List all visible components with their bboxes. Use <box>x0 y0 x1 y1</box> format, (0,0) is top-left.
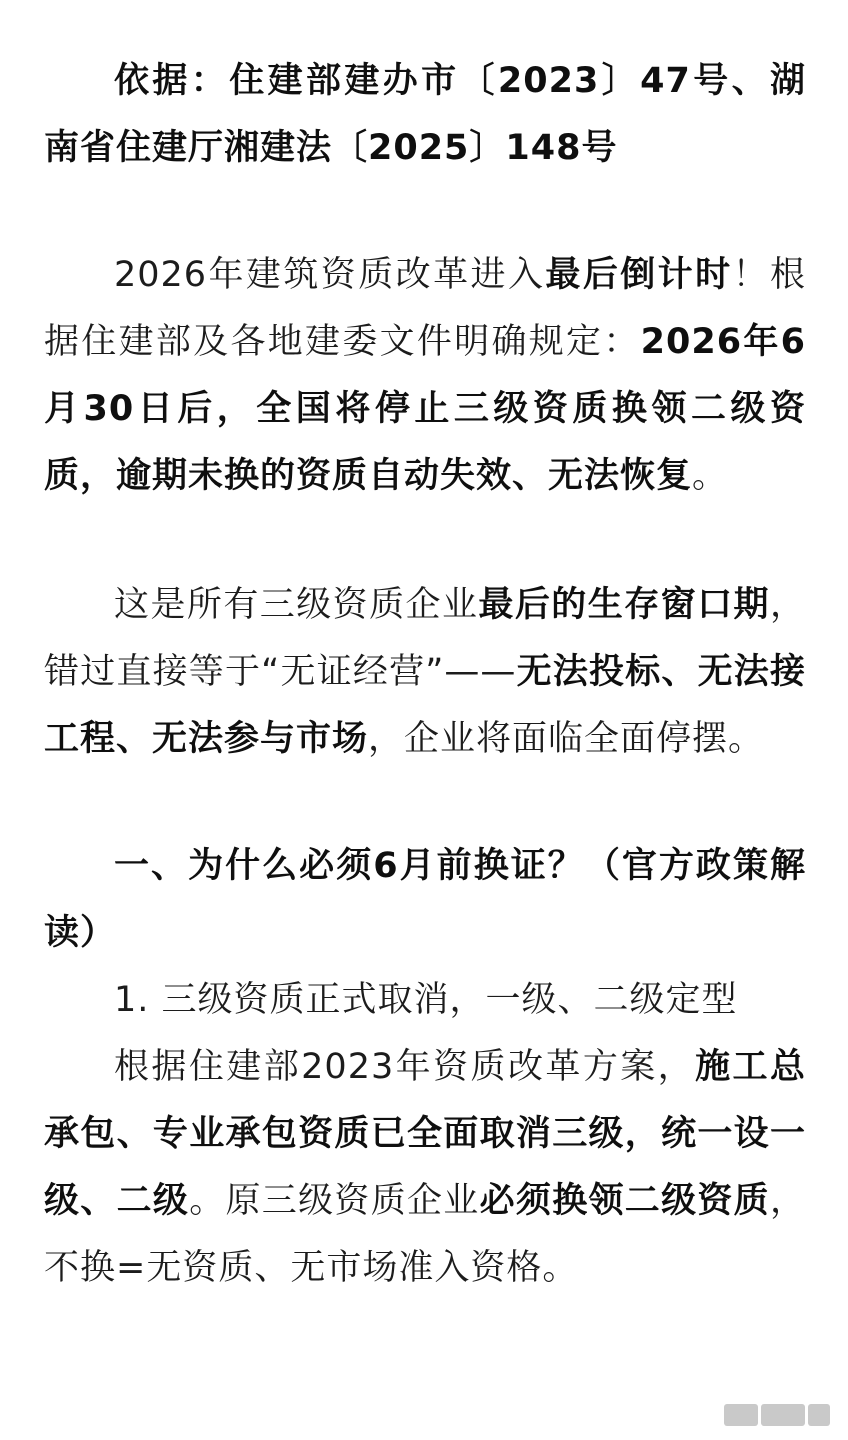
p2-text-2: ，错过直接等于“无证经营”—— <box>44 585 806 692</box>
s1-bold-1: 施工总承包、专业承包资质已全面取消三级，统一设一级、二级 <box>44 1047 806 1221</box>
p1-text-2: ！根据住建部及各地建委文件明确规定： <box>44 255 806 362</box>
watermark <box>724 1402 830 1428</box>
p2-text-1: 这是所有三级资质企业 <box>114 585 479 625</box>
document-body <box>44 48 806 1302</box>
watermark-block <box>724 1404 758 1426</box>
watermark-block <box>761 1404 805 1426</box>
basis-label: 依据： <box>114 61 230 101</box>
watermark-block <box>808 1404 830 1426</box>
p2-bold-2: 无法投标、无法接工程、无法参与市场 <box>44 652 806 759</box>
p2-text-3: ，企业将面临全面停摆。 <box>368 719 765 759</box>
s1-text-2: 。原三级资质企业 <box>189 1181 480 1221</box>
window-paragraph <box>44 572 806 773</box>
p1-bold-1: 最后倒计时 <box>545 255 733 295</box>
s1-text-3: ，不换=无资质、无市场准入资格。 <box>44 1181 806 1288</box>
basis-paragraph <box>44 48 806 182</box>
basis-text: 住建部建办市〔2023〕47号、湖南省住建厅湘建法〔2025〕148号 <box>44 61 806 168</box>
p1-text-3: 。 <box>692 456 729 496</box>
s1-text-1: 根据住建部2023年资质改革方案， <box>114 1047 696 1087</box>
countdown-paragraph <box>44 242 806 510</box>
s1-bold-2: 必须换领二级资质 <box>479 1181 770 1221</box>
p1-bold-2: 2026年6月30日后，全国将停止三级资质换领二级资质，逾期未换的资质自动失效、无法恢复 <box>44 322 806 496</box>
item-1-title: 1. 三级资质正式取消，一级、二级定型 <box>114 980 738 1020</box>
reform-paragraph <box>44 1034 806 1302</box>
p2-bold-1: 最后的生存窗口期 <box>478 585 770 625</box>
p1-text-1: 2026年建筑资质改革进入 <box>114 255 546 295</box>
section-heading: 一、为什么必须6月前换证？（官方政策解读） <box>44 846 806 953</box>
